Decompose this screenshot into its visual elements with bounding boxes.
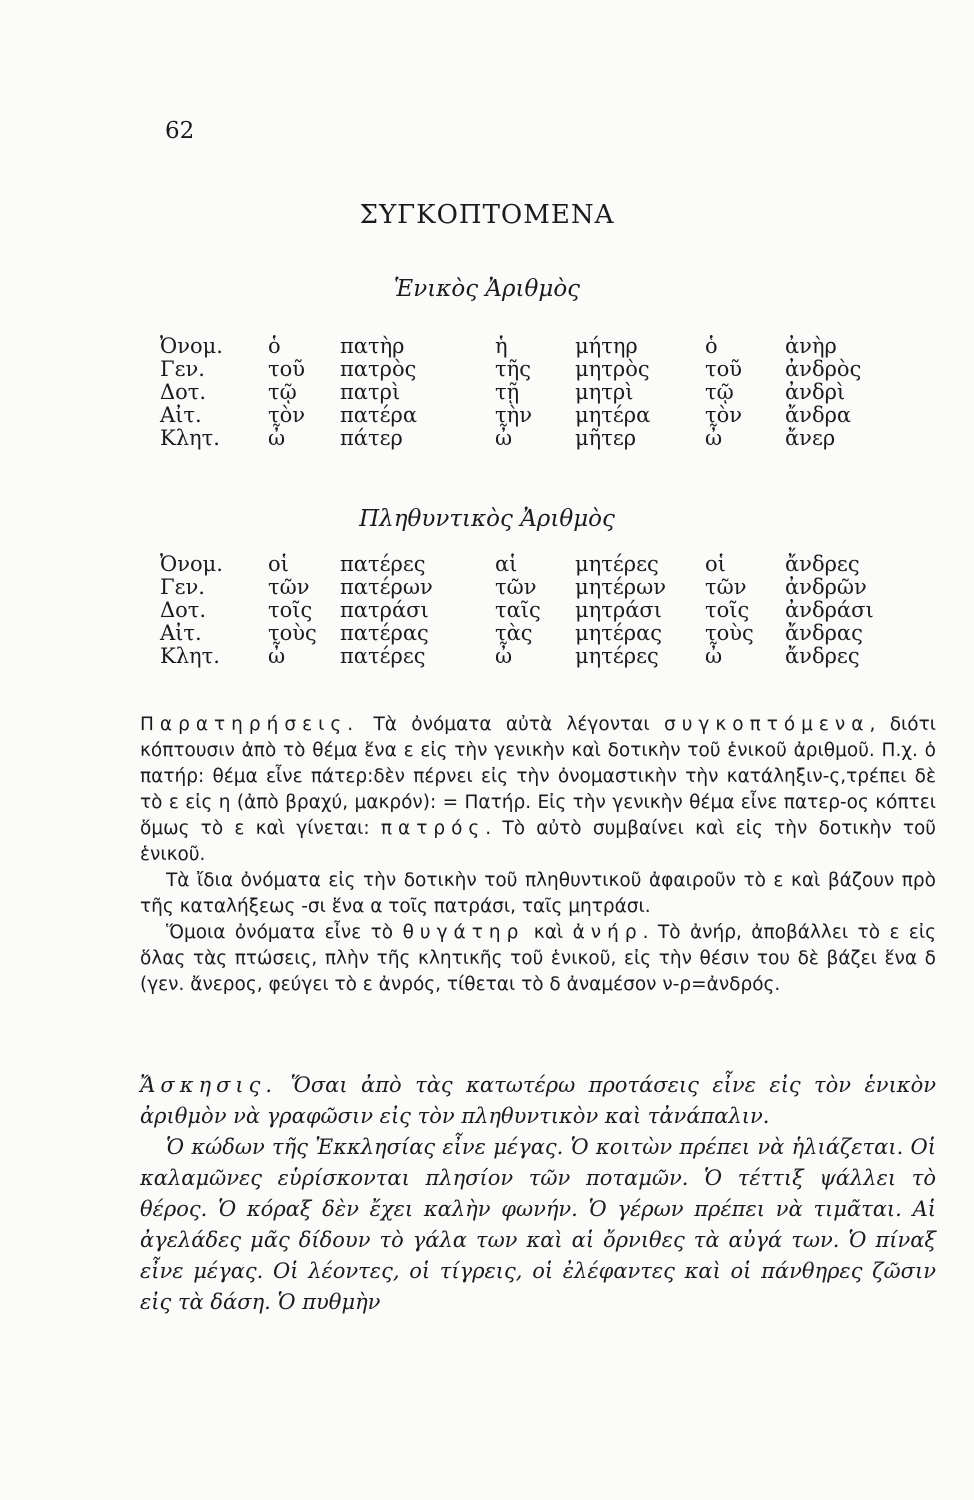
remarks-text: , διότι κόπτουσιν ἀπὸ τὸ θέμα ἕνα ε εἰς τὴν γενικὴν καὶ δοτικὴν τοῦ ἑνικοῦ ἀριθμοῦ. Π.χ. ὁ πατήρ: θέμα εἶνε πάτερ:δὲν πέρνει εἰς τὴν ὀνομαστικὴν τὴν κατάληξιν-ς,τρέπει δὲ τὸ ε εἰς η (ἀπὸ βραχύ, μακρόν): = Πατήρ. Εἰς τὴν γενικὴν θέμα εἶνε πατερ-ος κόπτει ὅμως τὸ ε καὶ γίνεται: (140, 714, 936, 839)
noun-form: μητρὸς (575, 357, 650, 381)
article: οἱ (705, 552, 726, 576)
article: ὦ (495, 644, 513, 668)
singular-table (160, 334, 900, 449)
table-row (160, 552, 900, 575)
article: τοῖς (268, 598, 313, 622)
case-label: Δοτ. (160, 380, 207, 404)
article: ὦ (268, 644, 286, 668)
article: τὸν (705, 403, 743, 427)
article: ὦ (268, 426, 286, 450)
noun-form: πατέρες (340, 644, 426, 668)
article: ἡ (495, 334, 508, 358)
noun-form: πάτερ (340, 426, 403, 450)
noun-form: πατέρων (340, 575, 433, 599)
noun-form: μῆτερ (575, 426, 637, 450)
article: τῇ (495, 380, 520, 404)
noun-form: μητρὶ (575, 380, 634, 404)
article: τῶν (705, 575, 747, 599)
article: τοῦ (705, 357, 743, 381)
noun-form: ἄνδρας (785, 621, 863, 645)
noun-form: ἀνδρὸς (785, 357, 862, 381)
case-label: Γεν. (160, 575, 205, 599)
exercise-sentences: Ὁ κώδων τῆς Ἐκκλησίας εἶνε μέγας. Ὁ κοιτὼν πρέπει νὰ ἡλιάζεται. Οἱ καλαμῶνες εὑρίσκονται πλησίον τῶν ποταμῶν. Ὁ τέττιξ ψάλλει τὸ θέρος. Ὁ κόραξ δὲν ἔχει καλὴν φωνήν. Ὁ γέρων πρέπει νὰ τιμᾶται. Αἱ ἀγελάδες μᾶς δίδουν τὸ γάλα των καὶ αἱ ὄρνιθες τὰ αὐγά των. Ὁ πίναξ εἶνε μέγας. Οἱ λέοντες, οἱ τίγρεις, οἱ ἐλέφαντες καὶ οἱ πάνθηρες ζῶσιν εἰς τὰ δάση. Ὁ πυθμὴν (140, 1135, 936, 1314)
noun-form: ἀνδράσι (785, 598, 874, 622)
noun-form: πατὴρ (340, 334, 405, 358)
noun-form: μητέρας (575, 621, 663, 645)
article: τὰς (495, 621, 533, 645)
article: οἱ (268, 552, 289, 576)
example-word: ἀνήρ (572, 922, 643, 943)
remarks-text: Ὅμοια ὀνόματα εἶνε τὸ (166, 922, 403, 943)
exercise-label: Ἄσκησις. (140, 1073, 278, 1097)
remarks-paragraph (140, 712, 936, 868)
remarks-text: . Τὸ αὐτὸ συμβαίνει καὶ εἰς τὴν δοτικὴν τοῦ ἑνικοῦ. (140, 818, 936, 865)
singular-title: Ἑνικὸς Ἀριθμὸς (393, 276, 581, 302)
section-heading: ΣΥΓΚΟΠΤΟΜΕΝΑ (359, 200, 615, 230)
article: ὦ (495, 426, 513, 450)
article: τὸν (268, 403, 306, 427)
article: τοῖς (705, 598, 750, 622)
article: τῶν (495, 575, 537, 599)
table-row (160, 334, 900, 357)
table-row (160, 403, 900, 426)
article: τοὺς (705, 621, 754, 645)
page-number: 62 (165, 118, 195, 144)
noun-form: πατρὶ (340, 380, 401, 404)
noun-form: ἀνδρὶ (785, 380, 846, 404)
case-label: Ὀνομ. (160, 552, 223, 576)
case-label: Ὀνομ. (160, 334, 223, 358)
exercise-instructions: Ὅσαι ἀπὸ τὰς κατωτέρω προτάσεις εἶνε εἰς τὸν ἑνικὸν ἀριθμὸν νὰ γραφῶσιν εἰς τὸν πληθυντικὸν καὶ τἀνάπαλιν. (140, 1073, 936, 1128)
plural-table (160, 552, 900, 667)
case-label: Γεν. (160, 357, 205, 381)
article: τῆς (495, 357, 531, 381)
case-label: Κλητ. (160, 426, 220, 450)
noun-form: μητράσι (575, 598, 662, 622)
noun-form: ἄνερ (785, 426, 836, 450)
table-row (160, 575, 900, 598)
remarks-text: Τὰ ὀνόματα αὐτὰ λέγονται (359, 714, 664, 735)
noun-form: πατέρες (340, 552, 426, 576)
table-row (160, 644, 900, 667)
noun-form: ἄνδρες (785, 552, 860, 576)
noun-form: πατράσι (340, 598, 429, 622)
case-label: Δοτ. (160, 598, 207, 622)
article: αἱ (495, 552, 518, 576)
case-label: Κλητ. (160, 644, 220, 668)
table-row (160, 598, 900, 621)
noun-form: μητέρες (575, 644, 659, 668)
noun-form: πατέρα (340, 403, 418, 427)
exercise-section (140, 1070, 936, 1318)
noun-form: ἄνδρες (785, 644, 860, 668)
remarks-paragraph (140, 920, 936, 998)
remarks-text: . Τὸ ἀνήρ, ἀποβάλλει τὸ ε εἰς ὅλας τὰς πτώσεις, πλὴν τῆς κλητικῆς τοῦ ἑνικοῦ, εἰς τὴν θέσιν του δὲ βάζει ἕνα δ (γεν. ἄνερος, φεύγει τὸ ε ἀνρός, τίθεται τὸ δ ἀναμέσον ν-ρ=ἀνδρός. (140, 922, 937, 995)
noun-form: ἀνὴρ (785, 334, 837, 358)
table-row (160, 621, 900, 644)
article: ὁ (705, 334, 718, 358)
plural-title: Πληθυντικὸς Ἀριθμὸς (359, 506, 615, 532)
case-label: Αἰτ. (160, 403, 202, 427)
noun-form: πατέρας (340, 621, 429, 645)
exercise-paragraph (140, 1070, 936, 1132)
case-label: Αἰτ. (160, 621, 202, 645)
term-syncopated: συγκοπτόμενα (663, 714, 870, 735)
noun-form: μητέρων (575, 575, 666, 599)
noun-form: ἀνδρῶν (785, 575, 867, 599)
article: ταῖς (495, 598, 541, 622)
example-word: πατρός (380, 818, 486, 839)
table-row (160, 380, 900, 403)
example-word: θυγάτηρ (402, 922, 525, 943)
noun-form: πατρὸς (340, 357, 417, 381)
table-row (160, 426, 900, 449)
noun-form: μητέρες (575, 552, 659, 576)
remarks-section (140, 712, 936, 998)
article: τῶν (268, 575, 310, 599)
article: ὦ (705, 644, 723, 668)
remarks-paragraph: Τὰ ἴδια ὀνόματα εἰς τὴν δοτικὴν τοῦ πληθυντικοῦ ἀφαιροῦν τὸ ε καὶ βάζουν πρὸ τῆς καταλήξεως -σι ἕνα α τοῖς πατράσι, ταῖς μητράσι. (140, 870, 936, 917)
article: τοὺς (268, 621, 317, 645)
article: τὴν (495, 403, 532, 427)
article: τοῦ (268, 357, 306, 381)
article: ὦ (705, 426, 723, 450)
remarks-label: Παρατηρήσεις. (140, 714, 360, 735)
remarks-text: καὶ (524, 922, 573, 943)
article: ὁ (268, 334, 281, 358)
table-row (160, 357, 900, 380)
noun-form: μητέρα (575, 403, 651, 427)
noun-form: ἄνδρα (785, 403, 852, 427)
noun-form: μήτηρ (575, 334, 638, 358)
article: τῷ (705, 380, 734, 404)
article: τῷ (268, 380, 297, 404)
